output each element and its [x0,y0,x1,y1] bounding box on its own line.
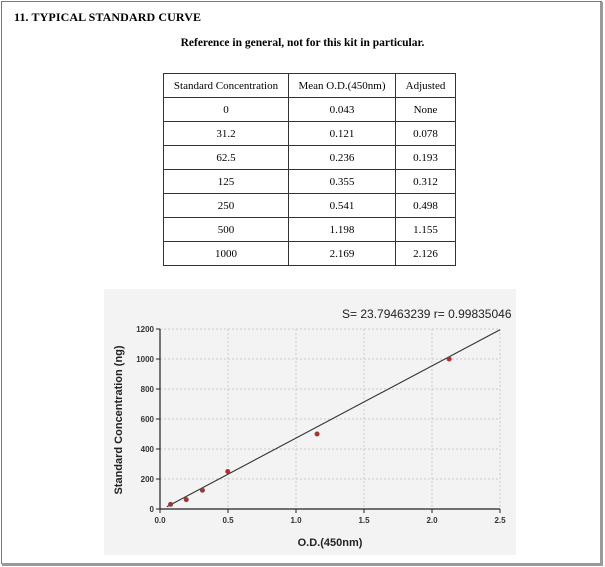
x-tick-label: 1.5 [358,516,370,525]
column-header: Mean O.D.(450nm) [289,74,396,98]
x-axis-label: O.D.(450nm) [297,537,363,549]
y-tick-label: 600 [140,415,154,424]
table-header-row [164,74,456,98]
table-cell: 250 [164,194,289,218]
fit-line-layer [167,330,500,507]
table-row [164,122,456,146]
column-header: Adjusted [396,74,456,98]
table-cell: 500 [164,218,289,242]
section-heading: 11. TYPICAL STANDARD CURVE [14,10,202,24]
x-tick-label: 2.5 [494,516,506,525]
data-point [184,497,188,501]
table-cell: 31.2 [164,122,289,146]
table-cell: 1000 [164,242,289,266]
table-cell: 62.5 [164,146,289,170]
chart-svg [104,289,516,555]
standard-curve-chart [104,289,516,555]
table-cell: 0.541 [289,194,396,218]
y-tick-label: 200 [140,475,154,484]
data-point [168,502,172,506]
y-tick-label: 800 [140,385,154,394]
y-tick-label: 0 [149,505,154,514]
table-cell: 0.078 [396,122,456,146]
x-tick-label: 2.0 [426,516,438,525]
table-row [164,194,456,218]
table-cell: 0.236 [289,146,396,170]
table-cell: 1.155 [396,218,456,242]
table-row [164,242,456,266]
table-row [164,170,456,194]
table-cell: 0.312 [396,170,456,194]
subtitle: Reference in general, not for this kit in particular. [180,37,425,49]
table-cell: 2.126 [396,242,456,266]
table-cell: 125 [164,170,289,194]
table-cell: 0.043 [289,98,396,122]
table-row [164,146,456,170]
table-row [164,218,456,242]
chart-annotation: S= 23.79463239 r= 0.99835046 [342,307,512,321]
y-tick-label: 1200 [136,325,154,334]
page-shadow-bottom [2,563,603,566]
x-tick-label: 0.0 [154,516,166,525]
grid-layer [160,329,500,509]
x-tick-label: 1.0 [290,516,302,525]
data-point [315,432,319,436]
data-point [447,357,451,361]
table-cell: None [396,98,456,122]
x-tick-label: 0.5 [222,516,234,525]
table-cell: 0.193 [396,146,456,170]
table-cell: 2.169 [289,242,396,266]
standard-table [163,73,456,266]
regression-line [167,330,500,507]
table-row [164,98,456,122]
data-point [226,469,230,473]
table-cell: 0.498 [396,194,456,218]
column-header: Standard Concentration [164,74,289,98]
y-tick-label: 400 [140,445,154,454]
page-shadow-right [600,2,603,566]
table-cell: 0 [164,98,289,122]
y-tick-label: 1000 [136,355,154,364]
table-cell: 1.198 [289,218,396,242]
table-cell: 0.121 [289,122,396,146]
table-cell: 0.355 [289,170,396,194]
y-axis-label: Standard Concentration (ng) [113,345,125,495]
data-point-layer [168,357,451,507]
data-point [200,488,204,492]
